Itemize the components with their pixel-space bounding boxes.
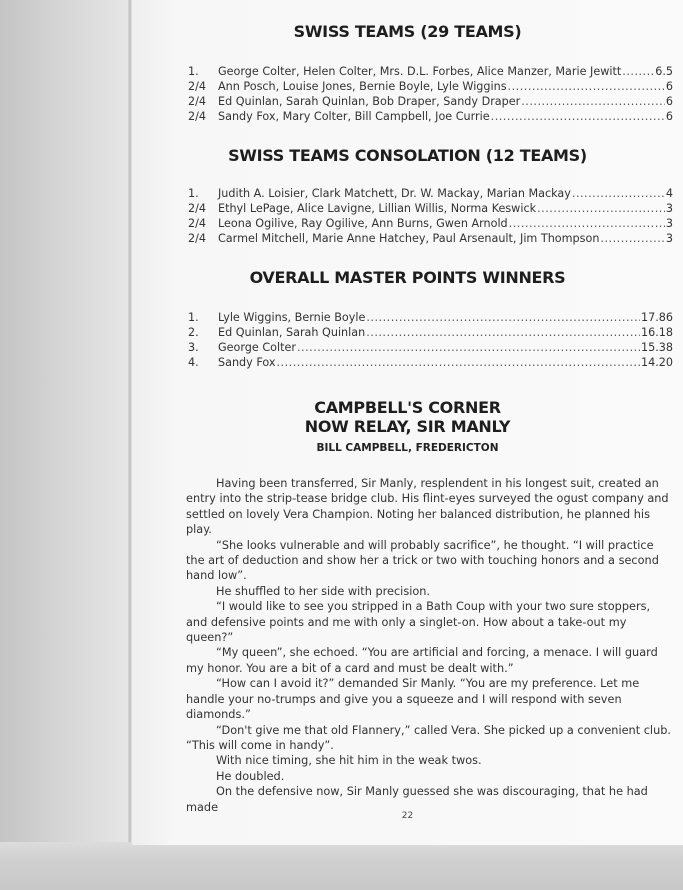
points: 6	[665, 110, 673, 123]
place: 2/4	[188, 202, 207, 215]
list-item	[188, 186, 673, 201]
list-item	[188, 201, 673, 216]
list-item	[188, 216, 673, 231]
points: 4	[665, 187, 673, 200]
points: 15.38	[640, 341, 673, 354]
article-title-line-2: NOW RELAY, SIR MANLY	[304, 417, 511, 436]
document-page	[132, 0, 683, 845]
article-byline: BILL CAMPBELL, FREDERICTON	[316, 442, 499, 454]
points: 6.5	[655, 65, 673, 78]
place: 2/4	[188, 217, 207, 230]
paragraph: With nice timing, she hit him in the weak twos.	[216, 754, 482, 768]
place: 4.	[188, 356, 199, 369]
team-names: Ed Quinlan, Sarah Quinlan, Bob Draper, Sandy Draper	[218, 95, 521, 108]
article-title-line-1: CAMPBELL'S CORNER	[314, 398, 501, 417]
points: 14.20	[640, 356, 673, 369]
swiss-teams-heading: SWISS TEAMS (29 TEAMS)	[293, 22, 522, 41]
paragraph: On the defensive now, Sir Manly guessed she was discouraging, that he had made	[186, 785, 648, 814]
leader-dots	[508, 79, 665, 94]
place: 1.	[188, 311, 199, 324]
winner-names: George Colter	[218, 341, 296, 354]
place: 2/4	[188, 110, 207, 123]
list-item	[188, 231, 673, 246]
leader-dots	[622, 64, 654, 79]
paragraph: “How can I avoid it?” demanded Sir Manly. “You are my preference. Let me handle your no-trumps and give you a squeeze and I will respond with seven diamonds.”	[186, 677, 640, 722]
place: 2/4	[188, 232, 207, 245]
place: 2.	[188, 326, 199, 339]
points: 6	[665, 80, 673, 93]
team-names: Judith A. Loisier, Clark Matchett, Dr. W. Mackay, Marian Mackay	[218, 187, 571, 200]
bottom-shadow	[0, 842, 683, 890]
points: 16.18	[640, 326, 673, 339]
team-names: George Colter, Helen Colter, Mrs. D.L. Forbes, Alice Manzer, Marie Jewitt	[218, 65, 622, 78]
points: 3	[665, 202, 673, 215]
points: 6	[665, 95, 673, 108]
leader-dots	[537, 201, 665, 216]
list-item	[188, 340, 673, 355]
points: 3	[665, 232, 673, 245]
swiss-teams-list	[188, 64, 673, 124]
article-body	[186, 476, 674, 815]
list-item	[188, 64, 673, 79]
list-item	[188, 109, 673, 124]
leader-dots	[600, 231, 664, 246]
place: 3.	[188, 341, 199, 354]
paragraph: “Don't give me that old Flannery,” called Vera. She picked up a convenient club. “This will come in handy”.	[186, 723, 671, 752]
place: 1.	[188, 65, 199, 78]
winner-names: Lyle Wiggins, Bernie Boyle	[218, 311, 366, 324]
place: 2/4	[188, 80, 207, 93]
leader-dots	[509, 216, 665, 231]
team-names: Carmel Mitchell, Marie Anne Hatchey, Paul Arsenault, Jim Thompson	[218, 232, 600, 245]
leader-dots	[521, 94, 665, 109]
paragraph: He shuffled to her side with precision.	[216, 584, 431, 598]
leader-dots	[491, 109, 665, 124]
leader-dots	[366, 310, 640, 325]
consolation-list	[188, 186, 673, 246]
list-item	[188, 79, 673, 94]
team-names: Ethyl LePage, Alice Lavigne, Lillian Willis, Norma Keswick	[218, 202, 537, 215]
place: 1.	[188, 187, 199, 200]
paragraph: Having been transferred, Sir Manly, resplendent in his longest suit, created an entry into the strip-tease bridge club. His flint-eyes surveyed the ogust company and settled on lovely Vera Champion. Noting her balanced distribution, he planned his play.	[186, 477, 669, 537]
consolation-heading: SWISS TEAMS CONSOLATION (12 TEAMS)	[228, 146, 587, 165]
leader-dots	[276, 355, 639, 370]
paragraph: He doubled.	[216, 769, 285, 783]
team-names: Sandy Fox, Mary Colter, Bill Campbell, Joe Currie	[218, 110, 490, 123]
page-number: 22	[401, 811, 414, 821]
team-names: Ann Posch, Louise Jones, Bernie Boyle, Lyle Wiggins	[218, 80, 507, 93]
paragraph: “She looks vulnerable and will probably sacrifice”, he thought. “I will practice the art of deduction and show her a trick or two with touching honors and a second hand low”.	[186, 538, 659, 583]
paragraph: “My queen”, she echoed. “You are artificial and forcing, a menace. I will guard my honor. You are a bit of a card and must be dealt with.”	[186, 646, 658, 675]
leader-dots	[572, 186, 665, 201]
leader-dots	[366, 325, 640, 340]
team-names: Leona Ogilive, Ray Ogilive, Ann Burns, Gwen Arnold	[218, 217, 508, 230]
winner-names: Sandy Fox	[218, 356, 276, 369]
points: 17.86	[640, 311, 673, 324]
list-item	[188, 355, 673, 370]
place: 2/4	[188, 95, 207, 108]
overall-winners-list	[188, 310, 673, 370]
overall-winners-heading: OVERALL MASTER POINTS WINNERS	[249, 268, 566, 287]
paragraph: “I would like to see you stripped in a Bath Coup with your two sure stoppers, and defensive points and me with only a singlet-on. How about a take-out my queen?”	[186, 600, 651, 645]
list-item	[188, 94, 673, 109]
winner-names: Ed Quinlan, Sarah Quinlan	[218, 326, 366, 339]
list-item	[188, 325, 673, 340]
list-item	[188, 310, 673, 325]
leader-dots	[297, 340, 640, 355]
points: 3	[665, 217, 673, 230]
